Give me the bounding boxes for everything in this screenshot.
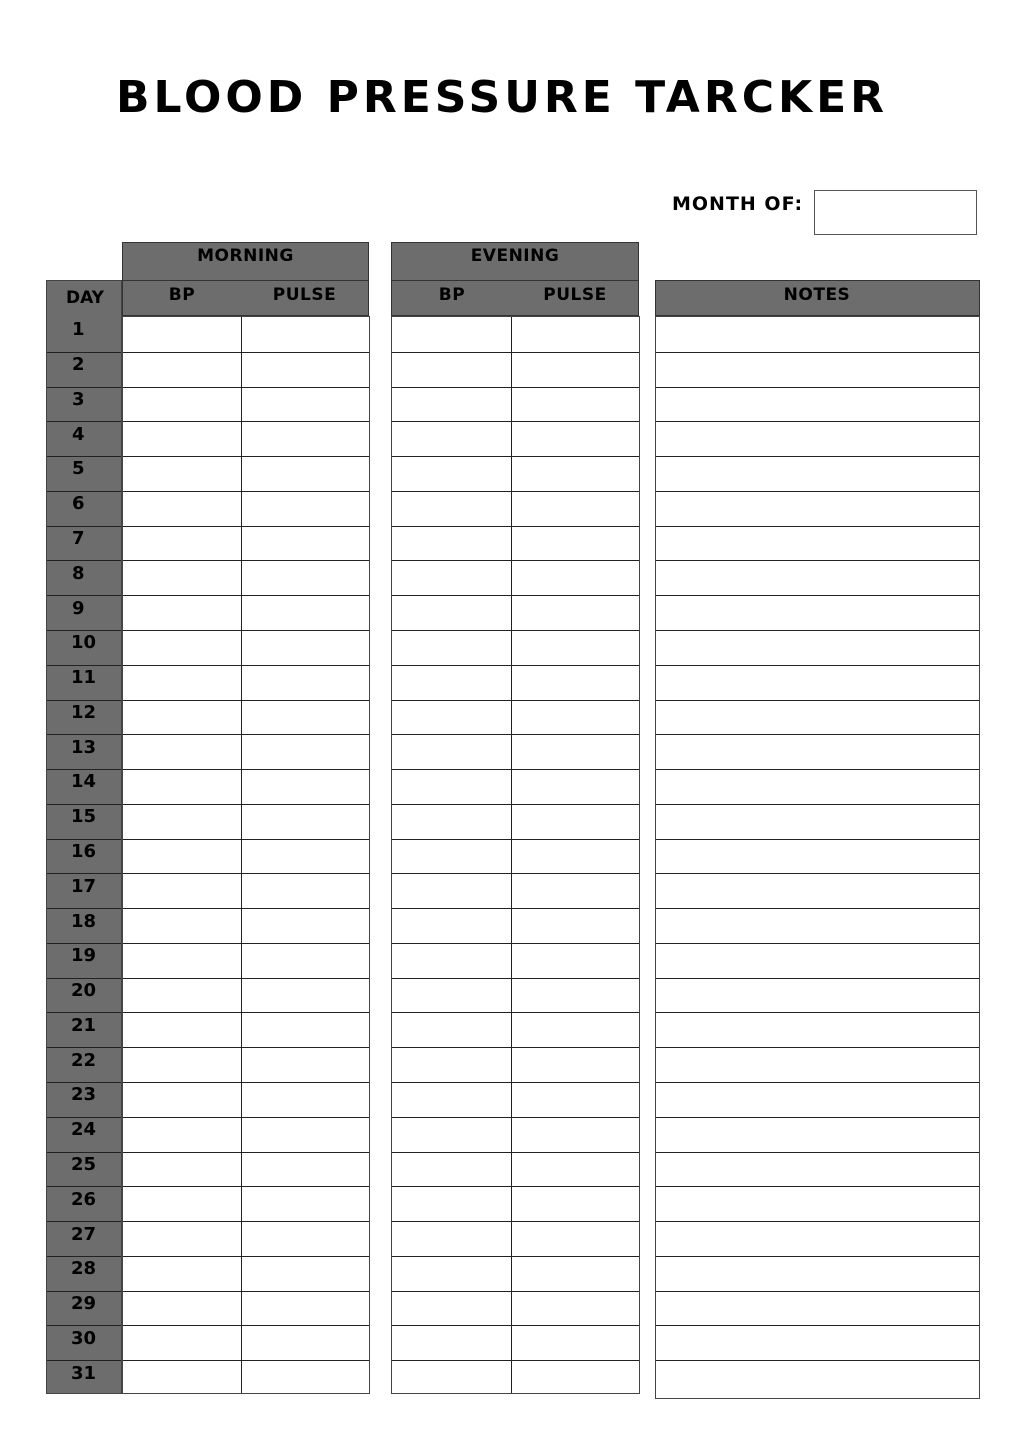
day-number: 21 [71, 1015, 97, 1036]
morning-header [122, 242, 369, 282]
row-line [656, 1012, 979, 1013]
row-line [123, 734, 369, 735]
row-line [656, 839, 979, 840]
row-line [123, 352, 369, 353]
row-line [392, 1152, 639, 1153]
page-title: BLOOD PRESSURE TARCKER [115, 72, 889, 123]
day-number: 17 [71, 876, 97, 897]
row-line [392, 700, 639, 701]
row-line [392, 1256, 639, 1257]
row-line [656, 665, 979, 666]
row-line [656, 978, 979, 979]
month-label: MONTH OF: [672, 193, 804, 215]
row-line [656, 1117, 979, 1118]
row-line [123, 769, 369, 770]
day-number: 5 [72, 458, 85, 479]
day-number: 24 [71, 1119, 97, 1140]
row-line [392, 769, 639, 770]
notes-grid [655, 316, 980, 1399]
evening-subheader [391, 280, 639, 316]
row-line [656, 1221, 979, 1222]
row-line [392, 1221, 639, 1222]
day-number: 3 [72, 389, 85, 410]
row-line [123, 1325, 369, 1326]
row-line [123, 1082, 369, 1083]
column-divider [241, 317, 242, 1393]
day-row-line [47, 1221, 121, 1222]
day-row-line [47, 1360, 121, 1361]
row-line [656, 595, 979, 596]
day-number: 9 [72, 598, 85, 619]
row-line [392, 1082, 639, 1083]
day-row-line [47, 1186, 121, 1187]
row-line [123, 1360, 369, 1361]
row-line [392, 630, 639, 631]
row-line [656, 769, 979, 770]
row-line [123, 421, 369, 422]
evening-grid [391, 316, 640, 1394]
row-line [123, 665, 369, 666]
morning-grid [122, 316, 370, 1394]
morning-subheader [122, 280, 369, 316]
column-divider [511, 317, 512, 1393]
day-row-line [47, 769, 121, 770]
day-number: 10 [71, 632, 97, 653]
row-line [392, 943, 639, 944]
day-row-line [47, 630, 121, 631]
row-line [656, 421, 979, 422]
row-line [392, 1325, 639, 1326]
evening-bp-header: BP [438, 285, 466, 305]
day-number: 2 [72, 354, 85, 375]
row-line [123, 908, 369, 909]
row-line [123, 839, 369, 840]
row-line [392, 526, 639, 527]
day-number: 25 [71, 1154, 97, 1175]
day-row-line [47, 734, 121, 735]
day-number: 13 [71, 737, 97, 758]
day-number: 15 [71, 806, 97, 827]
evening-header-label: EVENING [470, 246, 560, 266]
day-number: 28 [71, 1258, 97, 1279]
row-line [656, 387, 979, 388]
day-row-line [47, 1117, 121, 1118]
day-row-line [47, 700, 121, 701]
row-line [123, 526, 369, 527]
row-line [123, 1256, 369, 1257]
row-line [392, 1360, 639, 1361]
row-line [656, 1047, 979, 1048]
day-row-line [47, 1152, 121, 1153]
day-row-line [47, 1047, 121, 1048]
morning-header-label: MORNING [197, 246, 294, 266]
row-line [392, 839, 639, 840]
row-line [392, 456, 639, 457]
row-line [123, 387, 369, 388]
row-line [392, 421, 639, 422]
day-row-line [47, 839, 121, 840]
row-line [392, 1012, 639, 1013]
day-number: 18 [71, 911, 97, 932]
day-number: 14 [71, 771, 97, 792]
morning-pulse-header: PULSE [272, 285, 337, 305]
row-line [123, 456, 369, 457]
day-row-line [47, 1256, 121, 1257]
row-line [392, 352, 639, 353]
day-number: 22 [71, 1050, 97, 1071]
row-line [123, 1152, 369, 1153]
day-row-line [47, 1291, 121, 1292]
row-line [392, 1047, 639, 1048]
day-row-line [47, 804, 121, 805]
row-line [656, 630, 979, 631]
row-line [123, 943, 369, 944]
day-row-line [47, 1012, 121, 1013]
row-line [656, 873, 979, 874]
day-column-header: DAY [66, 288, 104, 308]
day-row-line [47, 1325, 121, 1326]
row-line [392, 908, 639, 909]
row-line [123, 630, 369, 631]
day-row-line [47, 352, 121, 353]
day-number: 29 [71, 1293, 97, 1314]
row-line [123, 1012, 369, 1013]
row-line [392, 387, 639, 388]
row-line [123, 804, 369, 805]
day-number: 1 [72, 319, 85, 340]
morning-bp-header: BP [168, 285, 196, 305]
day-row-line [47, 595, 121, 596]
row-line [392, 560, 639, 561]
day-row-line [47, 908, 121, 909]
month-field[interactable] [814, 190, 977, 235]
row-line [656, 526, 979, 527]
day-number: 6 [72, 493, 85, 514]
row-line [656, 352, 979, 353]
row-line [392, 873, 639, 874]
evening-pulse-header: PULSE [543, 285, 607, 305]
day-row-line [47, 978, 121, 979]
day-row-line [47, 491, 121, 492]
row-line [656, 1291, 979, 1292]
row-line [123, 1047, 369, 1048]
notes-header-label: NOTES [783, 285, 851, 305]
row-line [123, 978, 369, 979]
row-line [392, 491, 639, 492]
row-line [392, 978, 639, 979]
row-line [123, 700, 369, 701]
day-row-line [47, 526, 121, 527]
day-number: 7 [72, 528, 85, 549]
day-number: 23 [71, 1084, 97, 1105]
row-line [123, 595, 369, 596]
day-number: 31 [71, 1363, 97, 1384]
day-number: 30 [71, 1328, 97, 1349]
row-line [123, 1186, 369, 1187]
notes-header [655, 280, 980, 316]
row-line [656, 1186, 979, 1187]
row-line [656, 1360, 979, 1361]
row-line [392, 595, 639, 596]
row-line [656, 1325, 979, 1326]
day-number: 11 [71, 667, 97, 688]
row-line [392, 1117, 639, 1118]
day-row-line [47, 560, 121, 561]
day-row-line [47, 665, 121, 666]
row-line [656, 908, 979, 909]
row-line [123, 1221, 369, 1222]
day-number: 26 [71, 1189, 97, 1210]
day-number: 16 [71, 841, 97, 862]
evening-header [391, 242, 639, 282]
row-line [392, 1186, 639, 1187]
row-line [656, 943, 979, 944]
row-line [123, 491, 369, 492]
row-line [123, 1291, 369, 1292]
row-line [392, 804, 639, 805]
day-number: 4 [72, 424, 85, 445]
row-line [656, 804, 979, 805]
row-line [656, 700, 979, 701]
day-row-line [47, 943, 121, 944]
row-line [123, 1117, 369, 1118]
row-line [656, 491, 979, 492]
day-number: 12 [71, 702, 97, 723]
row-line [123, 560, 369, 561]
row-line [392, 734, 639, 735]
day-row-line [47, 421, 121, 422]
day-number: 8 [72, 563, 85, 584]
day-number: 20 [71, 980, 97, 1001]
row-line [656, 1256, 979, 1257]
row-line [656, 1152, 979, 1153]
day-row-line [47, 387, 121, 388]
row-line [656, 456, 979, 457]
row-line [123, 873, 369, 874]
row-line [656, 560, 979, 561]
row-line [392, 1291, 639, 1292]
row-line [392, 665, 639, 666]
day-row-line [47, 456, 121, 457]
day-row-line [47, 873, 121, 874]
row-line [656, 734, 979, 735]
row-line [656, 1082, 979, 1083]
day-number: 27 [71, 1224, 97, 1245]
day-number: 19 [71, 945, 97, 966]
day-row-line [47, 1082, 121, 1083]
